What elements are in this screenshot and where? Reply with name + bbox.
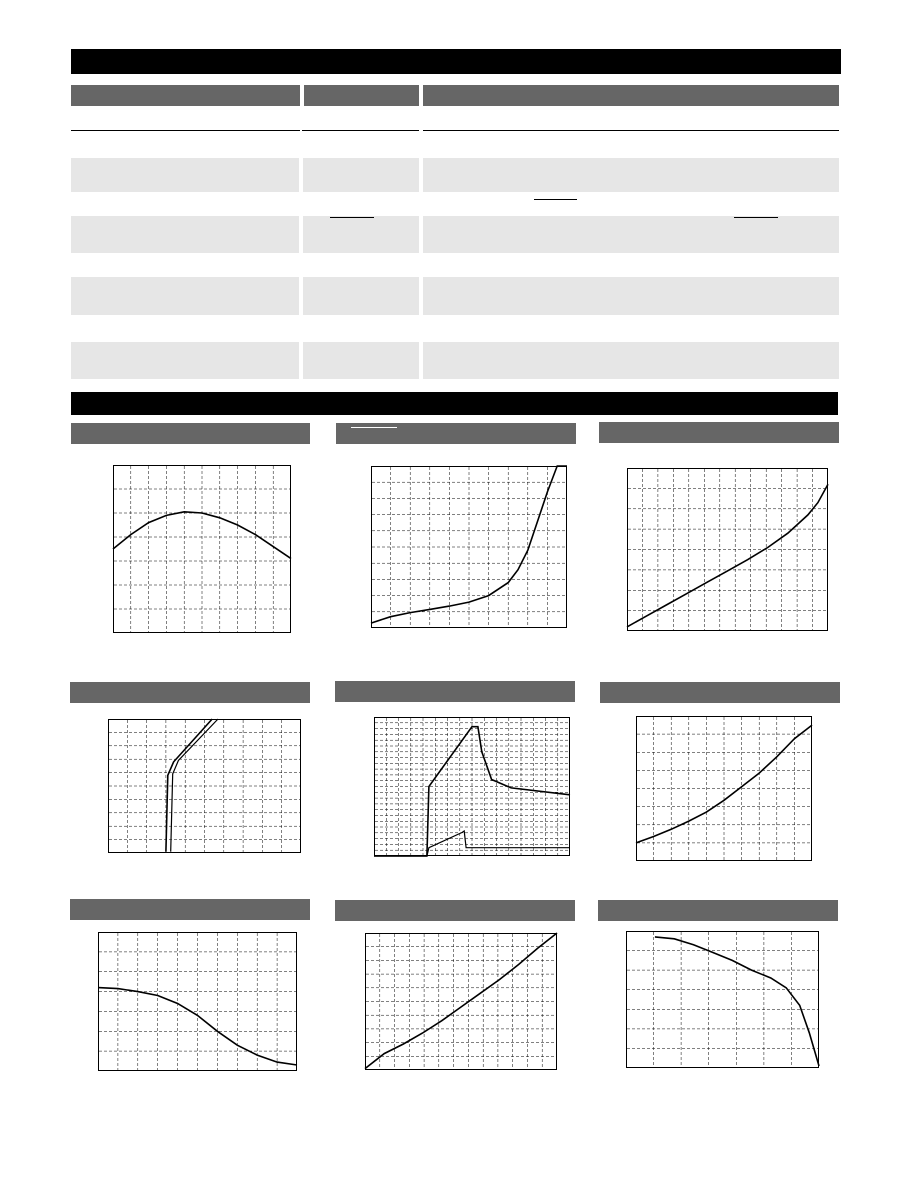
chart-3 bbox=[627, 468, 828, 631]
overline-mark-3 bbox=[734, 217, 778, 218]
chart-title-bar-6 bbox=[600, 682, 840, 703]
column-gutter-1 bbox=[299, 150, 303, 382]
chart-title-overline bbox=[351, 427, 397, 428]
table-divider-1 bbox=[71, 130, 300, 131]
chart-title-bar-9 bbox=[598, 900, 838, 921]
table-row-shade-2 bbox=[71, 216, 839, 253]
chart-2 bbox=[371, 466, 567, 628]
chart-9 bbox=[626, 931, 819, 1068]
chart-5 bbox=[374, 717, 570, 856]
chart-title-bar-4 bbox=[70, 682, 310, 703]
chart-3-frame bbox=[628, 469, 828, 631]
section-bar-1 bbox=[71, 49, 841, 74]
chart-1 bbox=[113, 465, 291, 633]
chart-title-bar-8 bbox=[335, 900, 575, 921]
table-header-cell-1 bbox=[71, 85, 300, 106]
overline-mark-1 bbox=[534, 199, 577, 200]
table-row-shade-3 bbox=[71, 277, 839, 315]
chart-title-bar-1 bbox=[71, 423, 310, 444]
overline-mark-2 bbox=[330, 217, 374, 218]
table-divider-2 bbox=[302, 130, 419, 131]
chart-9-frame bbox=[627, 932, 819, 1068]
table-header-cell-3 bbox=[423, 85, 839, 106]
chart-6 bbox=[636, 716, 812, 861]
chart-4 bbox=[108, 719, 301, 853]
chart-8 bbox=[365, 933, 557, 1070]
section-bar-2 bbox=[71, 392, 838, 415]
chart-title-bar-7 bbox=[70, 899, 310, 920]
chart-title-bar-5 bbox=[335, 681, 575, 702]
chart-title-bar-3 bbox=[599, 422, 839, 443]
chart-7 bbox=[98, 932, 297, 1071]
table-row-shade-1 bbox=[71, 158, 839, 192]
column-gutter-2 bbox=[419, 150, 423, 382]
table-divider-3 bbox=[423, 130, 839, 131]
table-header-cell-2 bbox=[304, 85, 419, 106]
table-row-shade-4 bbox=[71, 342, 839, 379]
